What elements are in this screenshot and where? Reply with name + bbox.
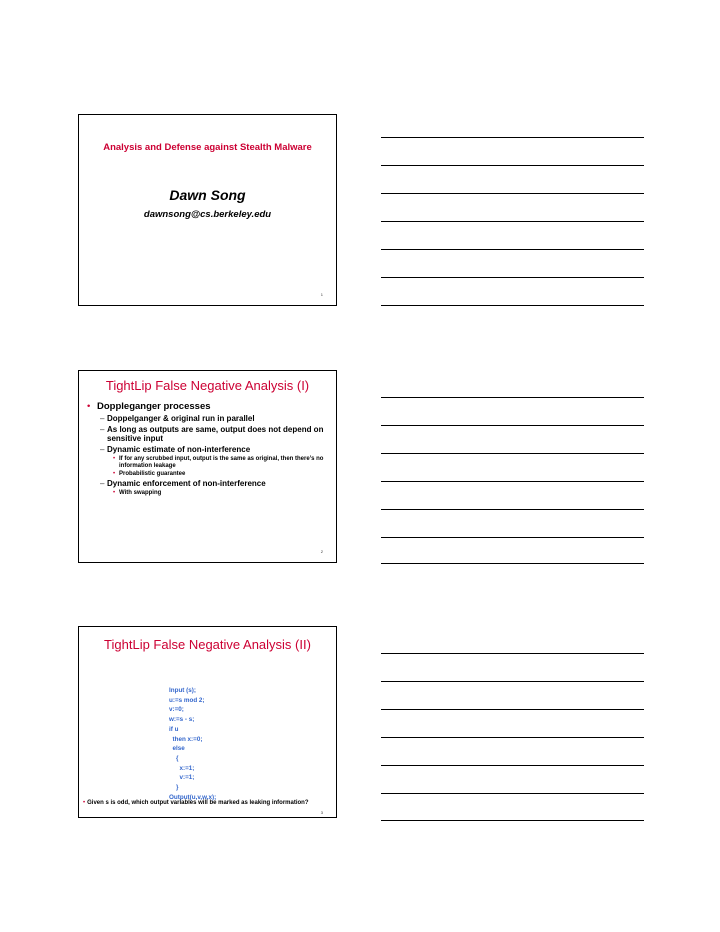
note-line [381,249,644,250]
bullet-item: – As long as outputs are same, output does not depend on sensitive input [100,425,324,443]
note-line [381,793,644,794]
slide-3 [78,626,337,818]
code-line: } [169,784,179,792]
code-line: else [169,745,185,753]
bullet-item: – Doppelganger & original run in parallel [100,414,255,423]
note-line [381,193,644,194]
note-line [381,681,644,682]
author-email: dawnsong@cs.berkeley.edu [143,209,272,220]
note-line [381,537,644,538]
bullet-item: • With swapping [113,490,162,496]
slide-1 [78,114,337,306]
slide-2-title: TightLip False Negative Analysis (I) [105,378,310,393]
bullet-item: • Doppleganger processes [87,401,211,412]
note-line [381,397,644,398]
note-line [381,737,644,738]
code-block [169,686,216,802]
code-line: x:=1; [169,764,195,772]
slide-1-page-number: 1 [320,292,323,297]
note-line [381,305,644,306]
note-line [381,277,644,278]
code-line: { [169,754,179,762]
slide-2-bullet-list [87,401,332,498]
code-line: w:=s - s; [169,716,195,724]
author-name: Dawn Song [169,187,246,203]
question-text: • Given s is odd, which output variables will be marked as leaking information? [83,800,309,806]
code-line: v:=1; [169,774,195,782]
bullet-item: – Dynamic estimate of non-interference [100,445,251,454]
bullet-item: • If for any scrubbed input, output is the same as original, then there’s no information leakage [113,456,324,469]
slide-3-title: TightLip False Negative Analysis (II) [104,637,311,652]
code-line: u:=s mod 2; [169,696,205,704]
slide-3-page-number: 3 [320,810,323,815]
note-line [381,425,644,426]
bullet-item: • Probabilistic guarantee [113,471,186,477]
note-line [381,563,644,564]
slide-2 [78,370,337,563]
note-line [381,509,644,510]
note-line [381,137,644,138]
slide-1-title: Analysis and Defense against Stealth Malware [103,142,312,153]
code-line: if u [169,725,179,733]
code-line: Output(u,v,w,x); [169,793,217,801]
note-line [381,221,644,222]
code-line: v:=0; [169,706,184,714]
note-line [381,165,644,166]
note-line [381,653,644,654]
code-line: Input (s); [169,687,196,694]
code-line: then x:=0; [169,735,203,743]
note-line [381,820,644,821]
note-line [381,709,644,710]
note-line [381,453,644,454]
bullet-item: – Dynamic enforcement of non-interference [100,479,266,488]
note-line [381,765,644,766]
note-line [381,481,644,482]
slide-2-page-number: 2 [320,549,323,554]
